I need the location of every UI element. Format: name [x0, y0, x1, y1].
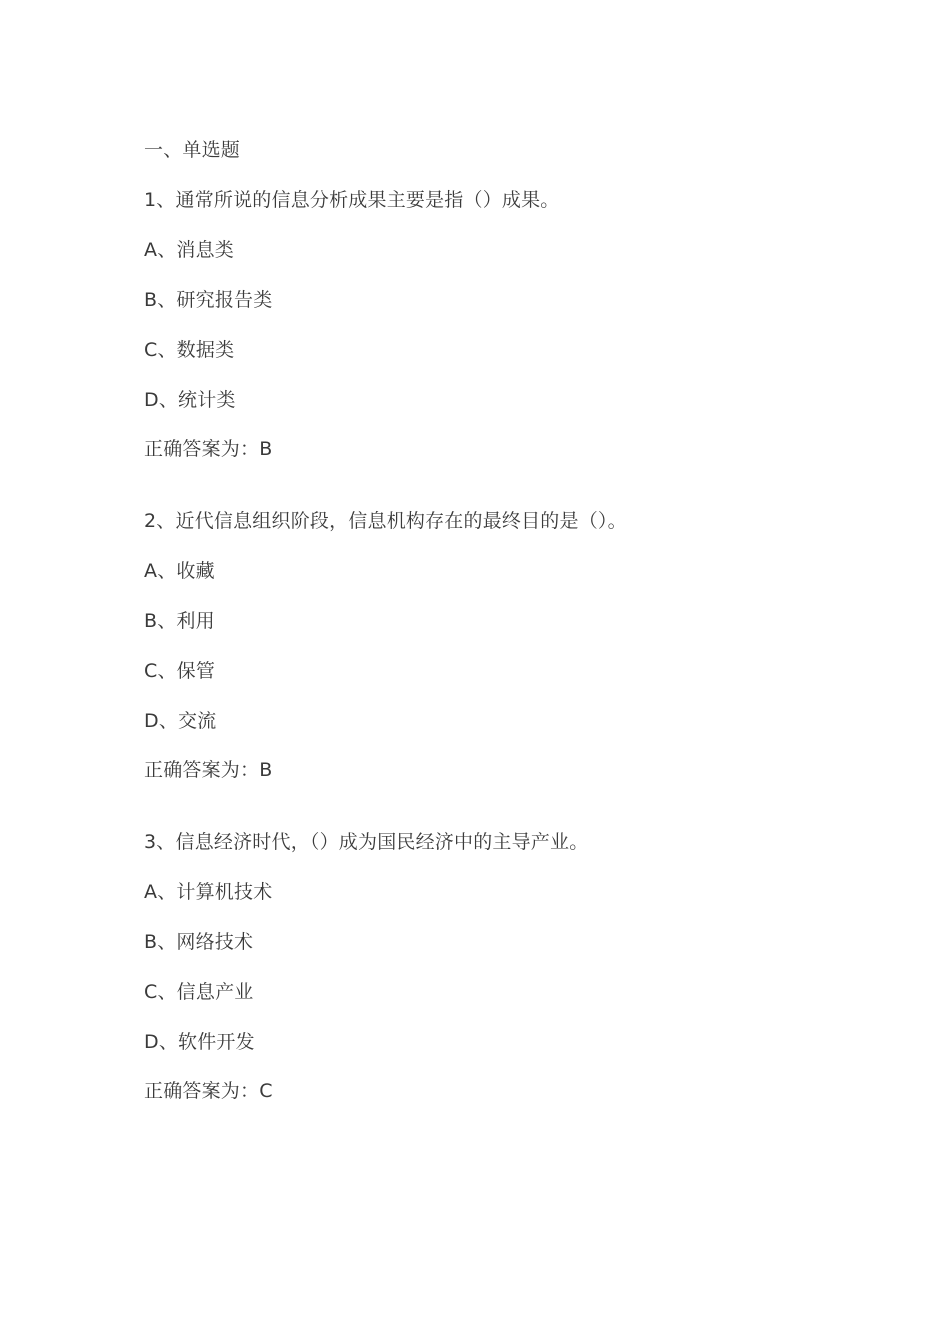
question-2-stem: 2、近代信息组织阶段，信息机构存在的最终目的是（）。 — [144, 510, 627, 532]
question-3-option-d: D、软件开发 — [144, 1031, 255, 1053]
question-2-option-a: A、收藏 — [144, 560, 215, 582]
question-1-option-a: A、消息类 — [144, 239, 234, 261]
question-2-option-c: C、保管 — [144, 660, 216, 682]
question-3-option-b: B、网络技术 — [144, 931, 254, 953]
question-2-answer: 正确答案为：B — [144, 759, 273, 781]
question-3-option-c: C、信息产业 — [144, 981, 254, 1003]
question-1-option-c: C、数据类 — [144, 339, 235, 361]
question-1-answer: 正确答案为：B — [144, 438, 273, 460]
question-3-answer: 正确答案为：C — [144, 1080, 273, 1102]
question-2-option-b: B、利用 — [144, 610, 215, 632]
question-3-stem: 3、信息经济时代，（）成为国民经济中的主导产业。 — [144, 831, 589, 853]
question-1-option-b: B、研究报告类 — [144, 289, 273, 311]
question-3-option-a: A、计算机技术 — [144, 881, 273, 903]
question-1-stem: 1、通常所说的信息分析成果主要是指（）成果。 — [144, 189, 560, 211]
question-1-option-d: D、统计类 — [144, 389, 236, 411]
question-2-option-d: D、交流 — [144, 710, 217, 732]
section-title: 一、单选题 — [144, 139, 241, 161]
